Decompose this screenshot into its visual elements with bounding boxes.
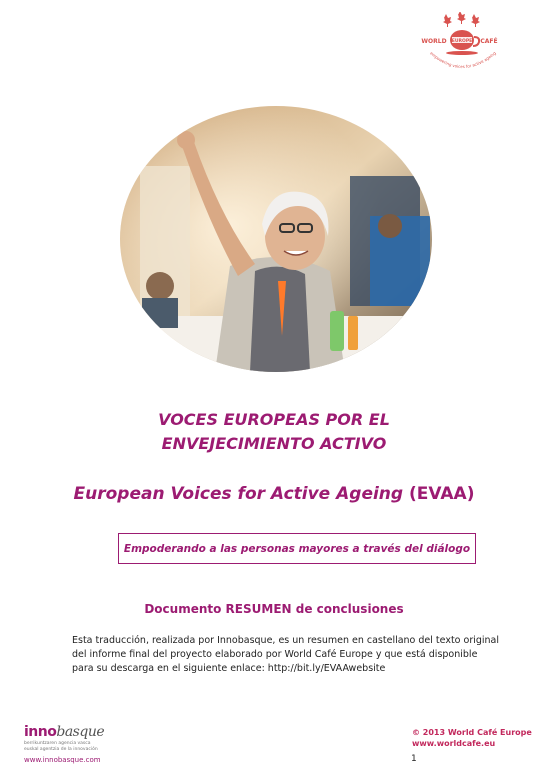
tagline-box <box>118 533 476 564</box>
intro-line-1: Esta traducción, realizada por Innobasque, es un resumen en castellano del texto original <box>72 635 500 646</box>
intro-paragraph <box>72 634 502 676</box>
brand-inno: inno <box>24 724 57 740</box>
copyright-block <box>412 727 532 749</box>
logo-arc-text: empowering voices for active ageing <box>429 50 497 70</box>
title-line-2: ENVEJECIMIENTO ACTIVO <box>161 434 387 453</box>
document-subtitle <box>0 484 548 504</box>
logo-cafe-text: CAFÉ <box>480 38 498 45</box>
document-title <box>0 408 548 456</box>
world-cafe-europe-logo <box>414 12 514 90</box>
tagline-text: Empoderando a las personas mayores a través del diálogo <box>123 542 471 555</box>
copyright-text: © 2013 World Café Europe <box>412 728 532 737</box>
worldcafe-url[interactable]: www.worldcafe.eu <box>412 739 496 748</box>
logo-world-text: WORLD <box>421 38 447 45</box>
page-number: 1 <box>411 754 417 764</box>
innobasque-logo <box>24 724 134 766</box>
logo-center-text: EUROPE <box>451 39 473 44</box>
title-line-1: VOCES EUROPEAS POR EL <box>158 410 390 429</box>
brand-subtitle-1: berrikuntzaren agencia vasca <box>24 741 91 746</box>
subtitle-acronym: (EVAA) <box>409 484 475 504</box>
innobasque-url[interactable]: www.innobasque.com <box>24 756 101 764</box>
brand-basque: basque <box>56 724 105 740</box>
summary-heading: Documento RESUMEN de conclusiones <box>144 602 404 616</box>
brand-subtitle-2: euskal agentzia de la innovación <box>24 747 98 752</box>
intro-line-3: para su descarga en el siguiente enlace: http://bit.ly/EVAAwebsite <box>72 663 386 674</box>
intro-line-2: del informe final del proyecto elaborado por World Café Europe y que está disponible <box>72 649 478 660</box>
innobasque-wordmark <box>24 724 134 740</box>
hero-photo <box>120 106 432 372</box>
subtitle-english: European Voices for Active Ageing <box>73 484 404 504</box>
